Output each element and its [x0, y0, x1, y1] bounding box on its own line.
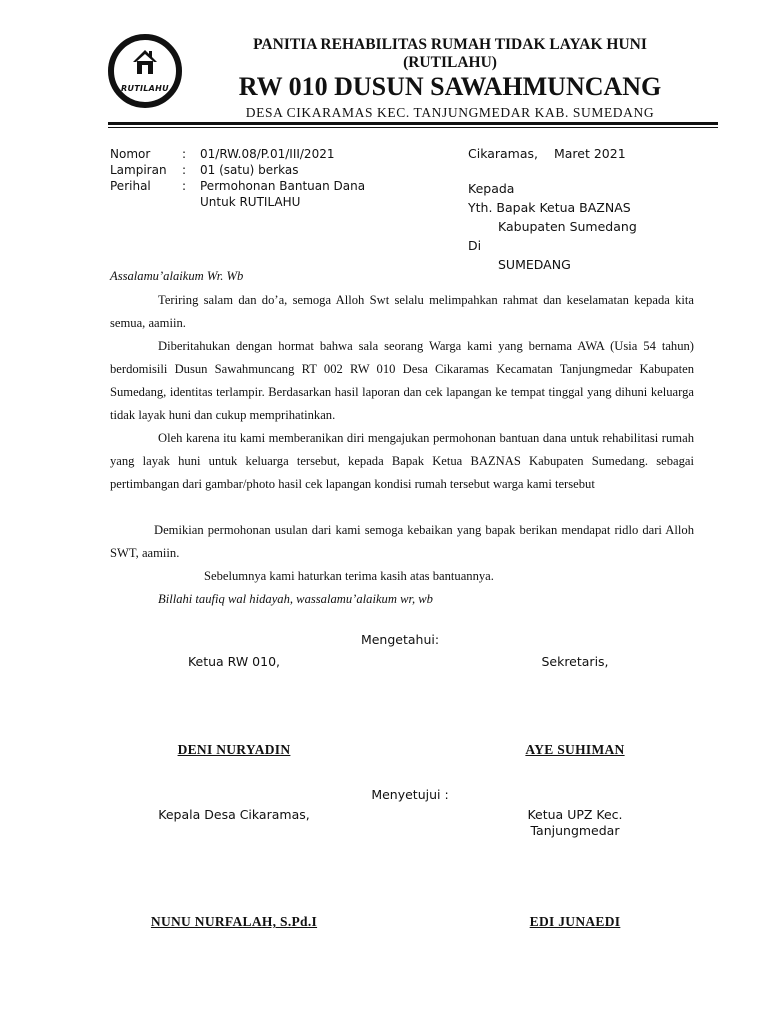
- ketua-upz-line2: Tanjungmedar: [530, 823, 620, 838]
- mengetahui-label: Mengetahui:: [360, 632, 440, 647]
- perihal-label: Perihal: [110, 179, 151, 193]
- date-line: [468, 144, 626, 163]
- paragraph-4: Demikian permohonan usulan dari kami semoga kebaikan yang bapak berikan mendapat ridlo dari Alloh SWT, aamiin.: [110, 523, 694, 560]
- date-place: Cikaramas,: [468, 146, 539, 161]
- org-title-line2: (RUTILAHU): [403, 54, 497, 71]
- logo-text: RUTILAHU: [121, 84, 169, 93]
- house-icon: [131, 48, 159, 78]
- org-title-line1: PANITIA REHABILITAS RUMAH TIDAK LAYAK HUNI: [253, 36, 647, 53]
- org-title: [180, 36, 720, 72]
- ketua-upz-label: [475, 807, 675, 839]
- rw-title: RW 010 DUSUN SAWAHMUNCANG: [238, 72, 662, 101]
- colon: :: [182, 163, 187, 177]
- colon: :: [182, 179, 187, 193]
- ketua-rw-label: Ketua RW 010,: [187, 654, 281, 669]
- lampiran-label: Lampiran: [110, 163, 167, 177]
- paragraph-3: Oleh karena itu kami memberanikan diri mengajukan permohonan bantuan dana untuk rehabilitasi rumah yang layak huni untuk keluarga tersebut, kepada Bapak Ketua BAZNAS Kabupaten Sumedang. sebagai pertimbangan dari gambar/photo hasil cek lapangan kondisi rumah tersebut warga kami tersebut: [110, 431, 694, 491]
- ketua-upz-name: EDI JUNAEDI: [529, 914, 621, 929]
- perihal-value-line2: Untuk RUTILAHU: [200, 195, 301, 209]
- address-line: DESA CIKARAMAS KEC. TANJUNGMEDAR KAB. SUMEDANG: [245, 105, 655, 120]
- di-label: Di: [468, 238, 482, 253]
- sekretaris-name: AYE SUHIMAN: [525, 742, 625, 757]
- sekretaris-label: Sekretaris,: [541, 654, 609, 669]
- kepala-desa-label: Kepala Desa Cikaramas,: [158, 807, 310, 822]
- recipient-block: [468, 179, 637, 274]
- recipient-kabupaten: Kabupaten Sumedang: [498, 219, 637, 234]
- paragraph-1: Teriring salam dan do’a, semoga Alloh Swt selalu melimpahkan rahmat dan keselamatan kepada kita semua, aamiin.: [110, 293, 694, 330]
- nomor-value: 01/RW.08/P.01/III/2021: [200, 147, 335, 161]
- meta-colons: [182, 146, 186, 194]
- ketua-upz-line1: Ketua UPZ Kec.: [527, 807, 623, 822]
- nomor-label: Nomor: [110, 147, 151, 161]
- header-rule-thick: [108, 122, 718, 125]
- meta-labels: [110, 146, 167, 194]
- meta-values: [200, 146, 365, 210]
- paragraph-2: Diberitahukan dengan hormat bahwa sala seorang Warga kami yang bernama AWA (Usia 54 tahun) berdomisili Dusun Sawahmuncang RT 002 RW 010 Desa Cikaramas Kecamatan Tanjungmedar Kabupaten Sumedang, identitas terlampir. Berdasarkan hasil laporan dan cek lapangan ke tempat tinggal yang dihuni keluarga tidak layak huni dan cukup memprihatinkan.: [110, 339, 694, 422]
- paragraph-5: Sebelumnya kami haturkan terima kasih atas bantuannya.: [204, 569, 494, 583]
- kepada-label: Kepada: [468, 181, 515, 196]
- colon: :: [182, 147, 187, 161]
- closing: Billahi taufiq wal hidayah, wassalamu’alaikum wr, wb: [158, 592, 433, 606]
- recipient-title: Yth. Bapak Ketua BAZNAS: [468, 200, 631, 215]
- recipient-city: SUMEDANG: [498, 257, 571, 272]
- greeting: Assalamu’alaikum Wr. Wb: [110, 269, 244, 283]
- lampiran-value: 01 (satu) berkas: [200, 163, 299, 177]
- header-rule-thin: [108, 127, 718, 128]
- kepala-desa-name: NUNU NURFALAH, S.Pd.I: [150, 914, 318, 929]
- ketua-rw-name: DENI NURYADIN: [177, 742, 291, 757]
- menyetujui-label: Menyetujui :: [371, 787, 449, 802]
- date-value: Maret 2021: [553, 146, 626, 161]
- rutilahu-logo: [108, 34, 182, 108]
- perihal-value-line1: Permohonan Bantuan Dana: [200, 179, 366, 193]
